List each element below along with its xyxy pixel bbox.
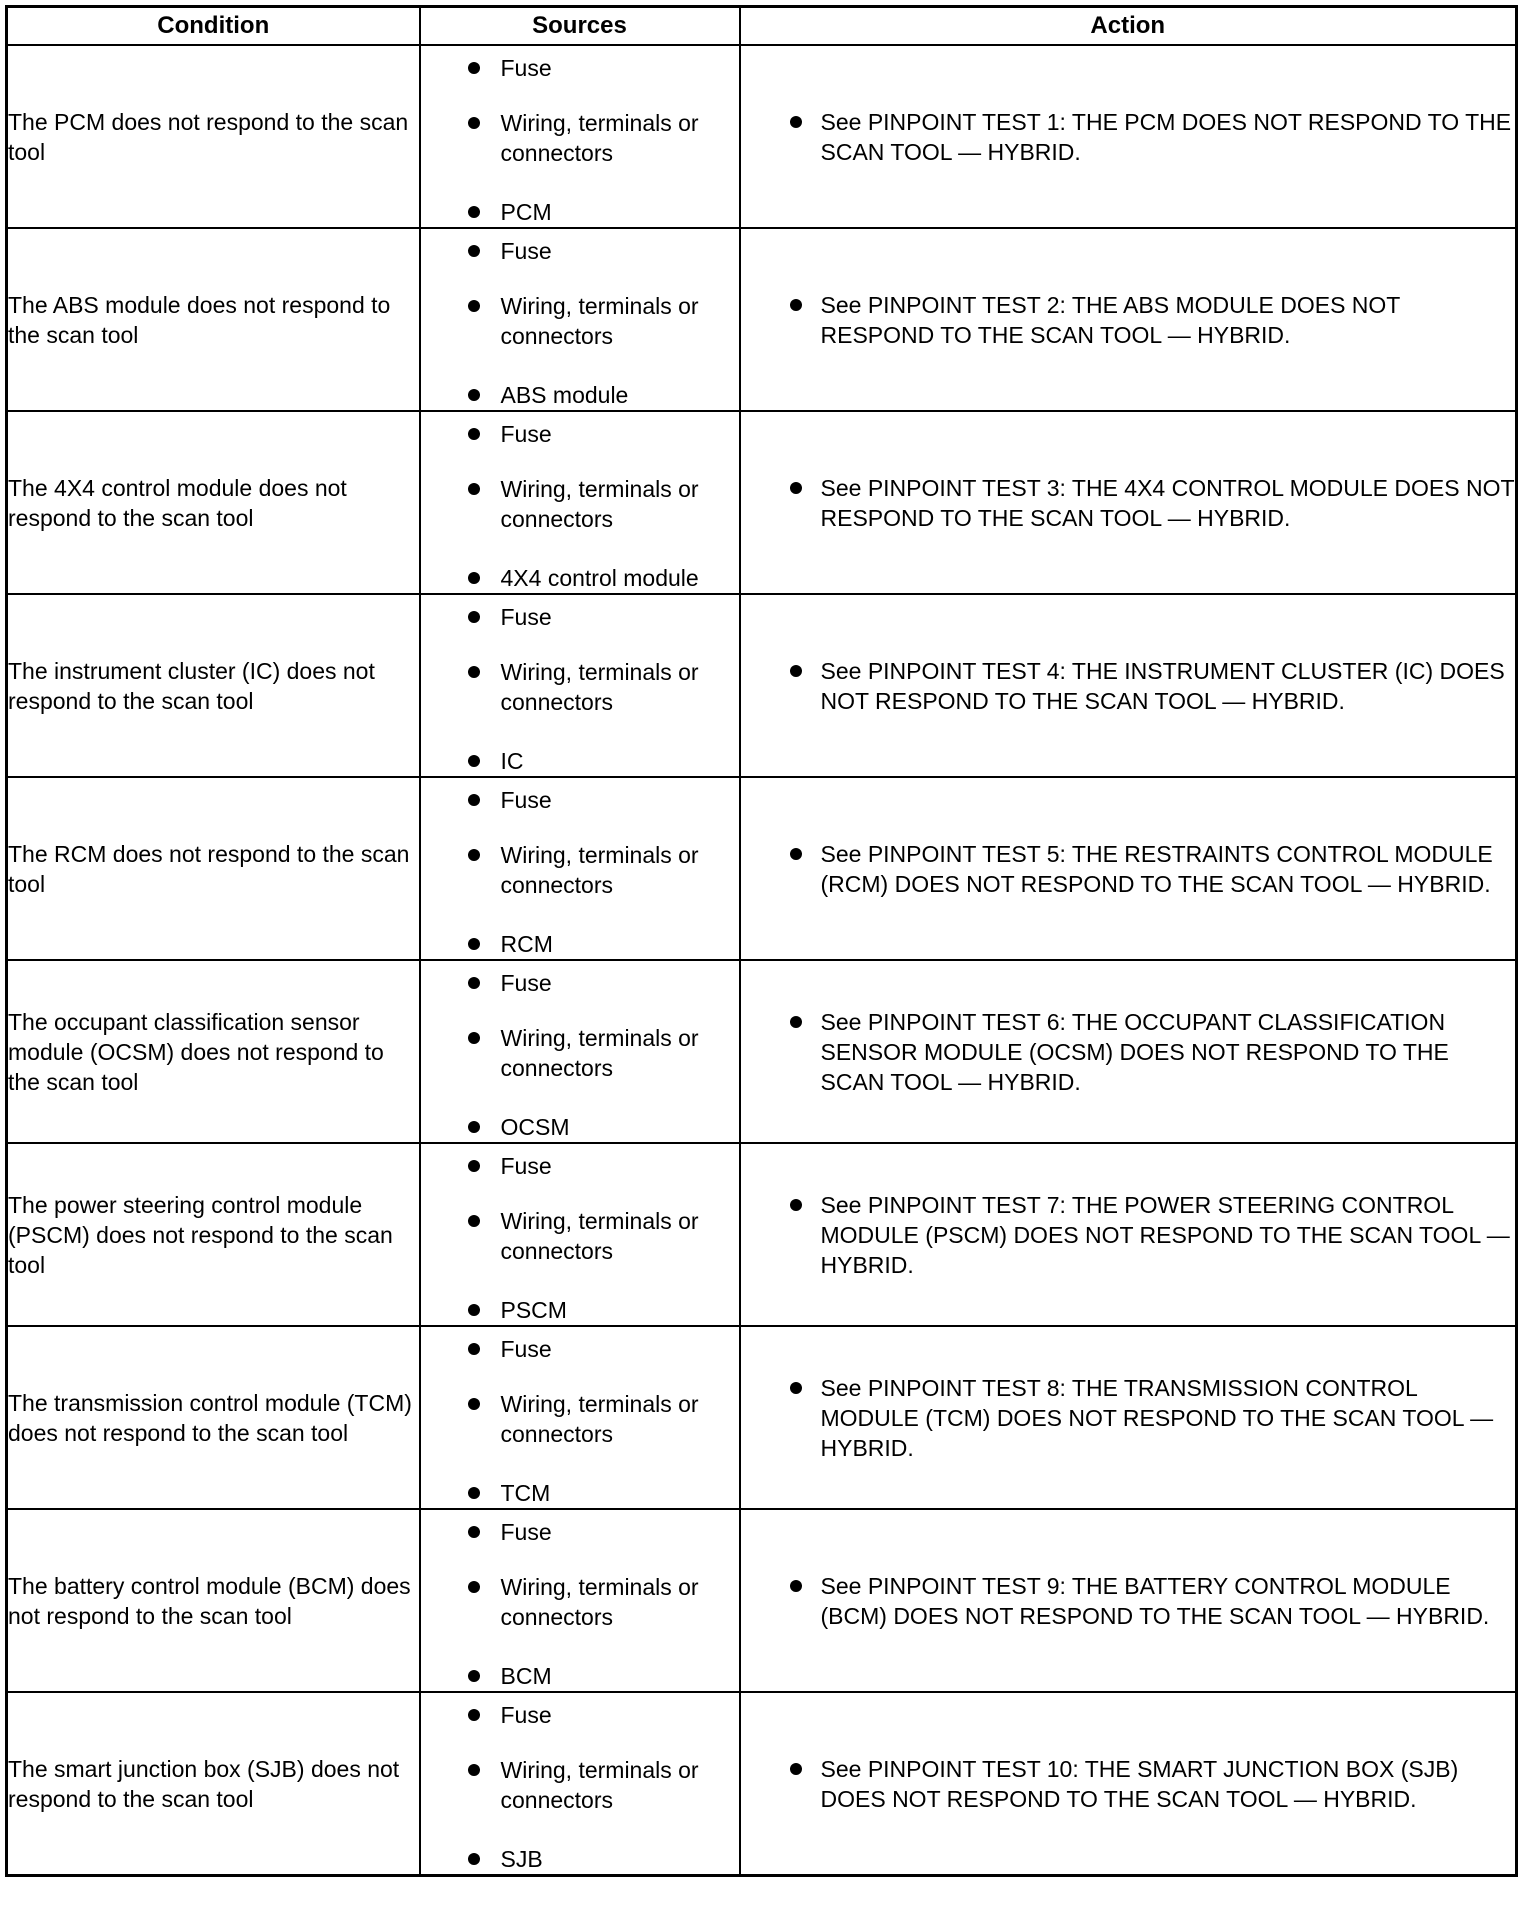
source-text: Fuse <box>500 787 552 813</box>
condition-cell: The battery control module (BCM) does not respond to the scan tool <box>7 1509 420 1692</box>
action-item <box>741 1754 1516 1814</box>
source-item <box>456 1478 733 1508</box>
source-text: Fuse <box>500 1702 552 1728</box>
action-cell <box>740 411 1517 594</box>
action-cell <box>740 45 1517 228</box>
condition-cell: The transmission control module (TCM) does not respond to the scan tool <box>7 1326 420 1509</box>
source-item <box>456 746 733 776</box>
bullet-icon <box>790 848 802 860</box>
sources-cell <box>420 777 740 960</box>
source-text: PSCM <box>500 1297 567 1323</box>
source-item <box>456 785 733 815</box>
bullet-icon <box>468 206 480 218</box>
sources-list <box>421 412 739 593</box>
sources-cell <box>420 1143 740 1326</box>
source-item <box>456 291 733 351</box>
source-text: Wiring, terminals or connectors <box>500 1574 699 1630</box>
symptom-chart-table <box>5 5 1518 1877</box>
source-item <box>456 1755 733 1815</box>
action-text: See PINPOINT TEST 2: THE ABS MODULE DOES NOT RESPOND TO THE SCAN TOOL — HYBRID. <box>820 291 1400 348</box>
source-item <box>456 1151 733 1181</box>
bullet-icon <box>468 1487 480 1499</box>
source-text: Fuse <box>500 421 552 447</box>
bullet-icon <box>468 938 480 950</box>
bullet-icon <box>468 300 480 312</box>
sources-list <box>421 778 739 959</box>
action-text: See PINPOINT TEST 9: THE BATTERY CONTROL MODULE (BCM) DOES NOT RESPOND TO THE SCAN TOOL — HYBRID. <box>820 1572 1490 1629</box>
source-item <box>456 929 733 959</box>
bullet-icon <box>468 849 480 861</box>
source-text: IC <box>500 748 524 774</box>
header-sources: Sources <box>420 7 740 46</box>
action-text: See PINPOINT TEST 7: THE POWER STEERING CONTROL MODULE (PSCM) DOES NOT RESPOND TO THE SCAN TOOL — HYBRID. <box>820 1191 1510 1278</box>
bullet-icon <box>790 482 802 494</box>
bullet-icon <box>468 483 480 495</box>
condition-cell: The 4X4 control module does not respond to the scan tool <box>7 411 420 594</box>
bullet-icon <box>468 1709 480 1721</box>
sources-list <box>421 961 739 1142</box>
source-item <box>456 657 733 717</box>
table-row <box>7 594 1517 777</box>
source-item <box>456 602 733 632</box>
source-item <box>456 1844 733 1874</box>
source-text: Fuse <box>500 238 552 264</box>
source-text: Wiring, terminals or connectors <box>500 659 699 715</box>
source-text: Fuse <box>500 1153 552 1179</box>
source-text: BCM <box>500 1663 552 1689</box>
sources-cell <box>420 45 740 228</box>
sources-cell <box>420 411 740 594</box>
source-item <box>456 968 733 998</box>
table-row <box>7 960 1517 1143</box>
table-row <box>7 1509 1517 1692</box>
bullet-icon <box>468 611 480 623</box>
bullet-icon <box>468 245 480 257</box>
source-item <box>456 1572 733 1632</box>
action-text: See PINPOINT TEST 6: THE OCCUPANT CLASSIFICATION SENSOR MODULE (OCSM) DOES NOT RESPOND TO THE SCAN TOOL — HYBRID. <box>820 1008 1449 1095</box>
condition-cell: The smart junction box (SJB) does not respond to the scan tool <box>7 1692 420 1876</box>
source-text: OCSM <box>500 1114 570 1140</box>
source-text: Fuse <box>500 1519 552 1545</box>
sources-list <box>421 1693 739 1874</box>
bullet-icon <box>790 665 802 677</box>
bullet-icon <box>468 1398 480 1410</box>
action-text: See PINPOINT TEST 5: THE RESTRAINTS CONTROL MODULE (RCM) DOES NOT RESPOND TO THE SCAN TOOL — HYBRID. <box>820 840 1493 897</box>
source-item <box>456 1334 733 1364</box>
sources-cell <box>420 1326 740 1509</box>
bullet-icon <box>468 572 480 584</box>
bullet-icon <box>468 1121 480 1133</box>
bullet-icon <box>468 1032 480 1044</box>
sources-list <box>421 229 739 410</box>
action-item <box>741 1571 1516 1631</box>
action-item <box>741 839 1516 899</box>
header-condition: Condition <box>7 7 420 46</box>
bullet-icon <box>468 117 480 129</box>
bullet-icon <box>468 1304 480 1316</box>
action-text: See PINPOINT TEST 10: THE SMART JUNCTION BOX (SJB) DOES NOT RESPOND TO THE SCAN TOOL — HYBRID. <box>820 1755 1459 1812</box>
table-row <box>7 777 1517 960</box>
bullet-icon <box>468 794 480 806</box>
action-text: See PINPOINT TEST 3: THE 4X4 CONTROL MODULE DOES NOT RESPOND TO THE SCAN TOOL — HYBRID. <box>820 474 1515 531</box>
sources-list <box>421 595 739 776</box>
action-text: See PINPOINT TEST 8: THE TRANSMISSION CONTROL MODULE (TCM) DOES NOT RESPOND TO THE SCAN TOOL — HYBRID. <box>820 1374 1494 1461</box>
source-item <box>456 474 733 534</box>
source-item <box>456 1389 733 1449</box>
action-item <box>741 1007 1516 1097</box>
source-item <box>456 1700 733 1730</box>
source-item <box>456 840 733 900</box>
action-text: See PINPOINT TEST 1: THE PCM DOES NOT RESPOND TO THE SCAN TOOL — HYBRID. <box>820 108 1512 165</box>
source-item <box>456 108 733 168</box>
table-body <box>7 45 1517 1876</box>
source-text: Wiring, terminals or connectors <box>500 1757 699 1813</box>
source-text: RCM <box>500 931 553 957</box>
bullet-icon <box>790 116 802 128</box>
action-cell <box>740 777 1517 960</box>
source-text: SJB <box>500 1846 543 1872</box>
source-text: Wiring, terminals or connectors <box>500 1025 699 1081</box>
bullet-icon <box>468 1160 480 1172</box>
table-row <box>7 1143 1517 1326</box>
bullet-icon <box>468 1343 480 1355</box>
source-text: Fuse <box>500 604 552 630</box>
bullet-icon <box>468 977 480 989</box>
sources-cell <box>420 1509 740 1692</box>
source-item <box>456 1295 733 1325</box>
action-item <box>741 107 1516 167</box>
action-cell <box>740 960 1517 1143</box>
source-item <box>456 53 733 83</box>
source-text: Wiring, terminals or connectors <box>500 1391 699 1447</box>
condition-cell: The occupant classification sensor module (OCSM) does not respond to the scan tool <box>7 960 420 1143</box>
bullet-icon <box>468 755 480 767</box>
source-text: 4X4 control module <box>500 565 699 591</box>
condition-cell: The ABS module does not respond to the scan tool <box>7 228 420 411</box>
source-item <box>456 1112 733 1142</box>
source-item <box>456 1023 733 1083</box>
bullet-icon <box>790 1580 802 1592</box>
condition-cell: The power steering control module (PSCM) does not respond to the scan tool <box>7 1143 420 1326</box>
source-item <box>456 1517 733 1547</box>
sources-list <box>421 1510 739 1691</box>
bullet-icon <box>468 1215 480 1227</box>
bullet-icon <box>468 1670 480 1682</box>
bullet-icon <box>790 1382 802 1394</box>
source-text: PCM <box>500 199 552 225</box>
source-text: Wiring, terminals or connectors <box>500 1208 699 1264</box>
action-cell <box>740 1326 1517 1509</box>
bullet-icon <box>468 62 480 74</box>
table-header-row <box>7 7 1517 46</box>
bullet-icon <box>790 299 802 311</box>
action-cell <box>740 1509 1517 1692</box>
bullet-icon <box>468 1764 480 1776</box>
bullet-icon <box>790 1016 802 1028</box>
source-item <box>456 380 733 410</box>
action-item <box>741 290 1516 350</box>
source-item <box>456 236 733 266</box>
bullet-icon <box>468 1853 480 1865</box>
table-row <box>7 411 1517 594</box>
source-text: Wiring, terminals or connectors <box>500 476 699 532</box>
bullet-icon <box>790 1199 802 1211</box>
table-row <box>7 45 1517 228</box>
source-text: Fuse <box>500 1336 552 1362</box>
bullet-icon <box>468 389 480 401</box>
action-item <box>741 473 1516 533</box>
table-row <box>7 1326 1517 1509</box>
sources-list <box>421 1144 739 1325</box>
table-row <box>7 1692 1517 1876</box>
bullet-icon <box>468 428 480 440</box>
action-item <box>741 1190 1516 1280</box>
source-item <box>456 197 733 227</box>
action-cell <box>740 1143 1517 1326</box>
source-text: Wiring, terminals or connectors <box>500 293 699 349</box>
source-item <box>456 419 733 449</box>
source-item <box>456 1661 733 1691</box>
bullet-icon <box>790 1763 802 1775</box>
bullet-icon <box>468 1526 480 1538</box>
action-text: See PINPOINT TEST 4: THE INSTRUMENT CLUSTER (IC) DOES NOT RESPOND TO THE SCAN TOOL — HYBRID. <box>820 657 1505 714</box>
source-text: Wiring, terminals or connectors <box>500 110 699 166</box>
source-text: TCM <box>500 1480 551 1506</box>
source-item <box>456 563 733 593</box>
source-text: Fuse <box>500 55 552 81</box>
sources-list <box>421 46 739 227</box>
condition-cell: The instrument cluster (IC) does not respond to the scan tool <box>7 594 420 777</box>
condition-cell: The RCM does not respond to the scan tool <box>7 777 420 960</box>
action-cell <box>740 1692 1517 1876</box>
bullet-icon <box>468 1581 480 1593</box>
condition-cell: The PCM does not respond to the scan tool <box>7 45 420 228</box>
source-text: ABS module <box>500 382 629 408</box>
action-cell <box>740 594 1517 777</box>
source-text: Wiring, terminals or connectors <box>500 842 699 898</box>
action-item <box>741 656 1516 716</box>
table-row <box>7 228 1517 411</box>
action-cell <box>740 228 1517 411</box>
sources-list <box>421 1327 739 1508</box>
bullet-icon <box>468 666 480 678</box>
sources-cell <box>420 228 740 411</box>
source-item <box>456 1206 733 1266</box>
source-text: Fuse <box>500 970 552 996</box>
sources-cell <box>420 960 740 1143</box>
sources-cell <box>420 1692 740 1876</box>
sources-cell <box>420 594 740 777</box>
header-action: Action <box>740 7 1517 46</box>
diagnostic-table-container <box>5 5 1515 1877</box>
action-item <box>741 1373 1516 1463</box>
